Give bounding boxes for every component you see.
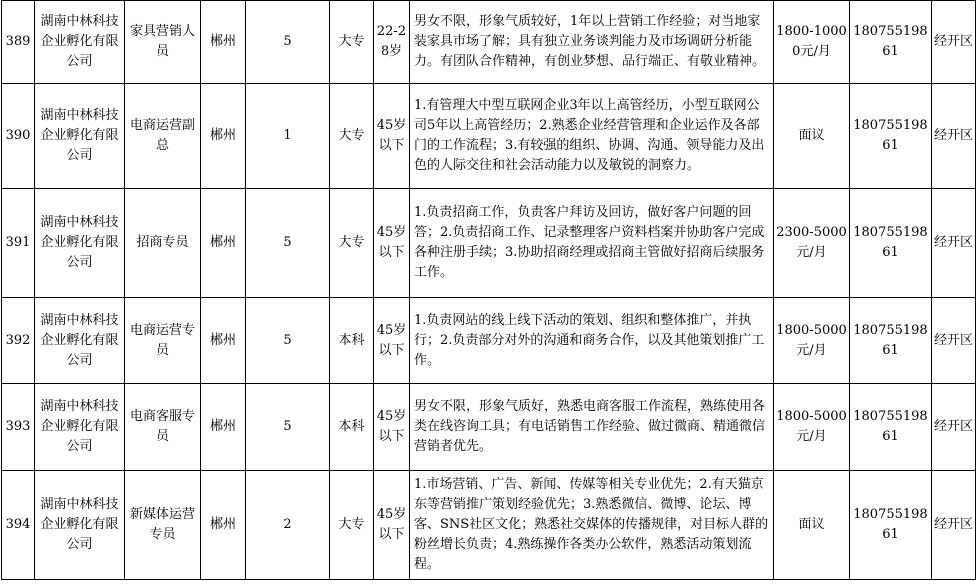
contact-phone: 18075519861 — [850, 298, 932, 384]
headcount: 2 — [246, 471, 330, 580]
table-row — [2, 1, 976, 84]
age-requirement: 45岁以下 — [374, 384, 410, 471]
job-requirements: 1.市场营销、广告、新闻、传媒等相关专业优先；2.有天猫京东等营销推广策划经验优先；3.熟悉微信、微博、论坛、博客、SNS社区文化；熟悉社交媒体的传播规律，对目标人群的粉丝增长负责；4.熟练操作各类办公软件，熟悉活动策划流程。 — [410, 471, 774, 580]
salary: 1800-5000元/月 — [774, 384, 850, 471]
education: 大专 — [330, 471, 374, 580]
headcount: 1 — [246, 84, 330, 189]
position-name: 招商专员 — [125, 189, 201, 298]
headcount: 5 — [246, 1, 330, 84]
salary: 面议 — [774, 471, 850, 580]
education: 本科 — [330, 384, 374, 471]
education: 大专 — [330, 189, 374, 298]
contact-phone: 18075519861 — [850, 1, 932, 84]
work-location: 经开区 — [932, 189, 976, 298]
salary: 1800-5000元/月 — [774, 298, 850, 384]
education: 本科 — [330, 298, 374, 384]
work-location: 经开区 — [932, 298, 976, 384]
table-row — [2, 298, 976, 384]
table-row — [2, 384, 976, 471]
position-name: 新媒体运营专员 — [125, 471, 201, 580]
city: 郴州 — [201, 471, 246, 580]
row-number: 389 — [2, 1, 35, 84]
salary: 面议 — [774, 84, 850, 189]
age-requirement: 45岁以下 — [374, 471, 410, 580]
work-location: 经开区 — [932, 471, 976, 580]
city: 郴州 — [201, 1, 246, 84]
age-requirement: 22-28岁 — [374, 1, 410, 84]
row-number: 390 — [2, 84, 35, 189]
company-name: 湖南中林科技企业孵化有限公司 — [35, 189, 125, 298]
work-location: 经开区 — [932, 84, 976, 189]
city: 郴州 — [201, 84, 246, 189]
contact-phone: 18075519861 — [850, 384, 932, 471]
table-row — [2, 84, 976, 189]
job-requirements: 1.有管理大中型互联网企业3年以上高管经历，小型互联网公司5年以上高管经历；2.熟悉企业经营管理和企业运作及各部门的工作流程；3.有较强的组织、协调、沟通、领导能力及出色的人际交往和社会活动能力以及敏锐的洞察力。 — [410, 84, 774, 189]
contact-phone: 18075519861 — [850, 471, 932, 580]
age-requirement: 45岁以下 — [374, 84, 410, 189]
job-requirements: 男女不限，形象气质好，熟悉电商客服工作流程，熟练使用各类在线咨询工具；有电话销售工作经验、做过微商、精通微信营销者优先。 — [410, 384, 774, 471]
salary: 1800-10000元/月 — [774, 1, 850, 84]
age-requirement: 45岁以下 — [374, 189, 410, 298]
headcount: 5 — [246, 189, 330, 298]
contact-phone: 18075519861 — [850, 84, 932, 189]
work-location: 经开区 — [932, 384, 976, 471]
company-name: 湖南中林科技企业孵化有限公司 — [35, 471, 125, 580]
position-name: 电商客服专员 — [125, 384, 201, 471]
job-requirements: 男女不限，形象气质较好，1年以上营销工作经验；对当地家装家具市场了解；具有独立业务谈判能力及市场调研分析能力。有团队合作精神，有创业梦想、品行端正、有敬业精神。 — [410, 1, 774, 84]
job-listings-table — [1, 0, 976, 580]
position-name: 电商运营副总 — [125, 84, 201, 189]
position-name: 家具营销人员 — [125, 1, 201, 84]
position-name: 电商运营专员 — [125, 298, 201, 384]
headcount: 5 — [246, 384, 330, 471]
salary: 2300-5000元/月 — [774, 189, 850, 298]
company-name: 湖南中林科技企业孵化有限公司 — [35, 84, 125, 189]
city: 郴州 — [201, 384, 246, 471]
row-number: 392 — [2, 298, 35, 384]
job-requirements: 1.负责网站的线上线下活动的策划、组织和整体推广，并执行；2.负责部分对外的沟通和商务合作，以及其他策划推广工作。 — [410, 298, 774, 384]
table-row — [2, 471, 976, 580]
age-requirement: 45岁以下 — [374, 298, 410, 384]
job-requirements: 1.负责招商工作，负责客户拜访及回访，做好客户问题的回答；2.负责招商工作、记录整理客户资料档案并协助客户完成各种注册手续；3.协助招商经理或招商主管做好招商后续服务工作。 — [410, 189, 774, 298]
company-name: 湖南中林科技企业孵化有限公司 — [35, 298, 125, 384]
city: 郴州 — [201, 298, 246, 384]
work-location: 经开区 — [932, 1, 976, 84]
education: 大专 — [330, 84, 374, 189]
contact-phone: 18075519861 — [850, 189, 932, 298]
education: 大专 — [330, 1, 374, 84]
headcount: 5 — [246, 298, 330, 384]
company-name: 湖南中林科技企业孵化有限公司 — [35, 1, 125, 84]
table-row — [2, 189, 976, 298]
row-number: 394 — [2, 471, 35, 580]
row-number: 391 — [2, 189, 35, 298]
company-name: 湖南中林科技企业孵化有限公司 — [35, 384, 125, 471]
row-number: 393 — [2, 384, 35, 471]
city: 郴州 — [201, 189, 246, 298]
